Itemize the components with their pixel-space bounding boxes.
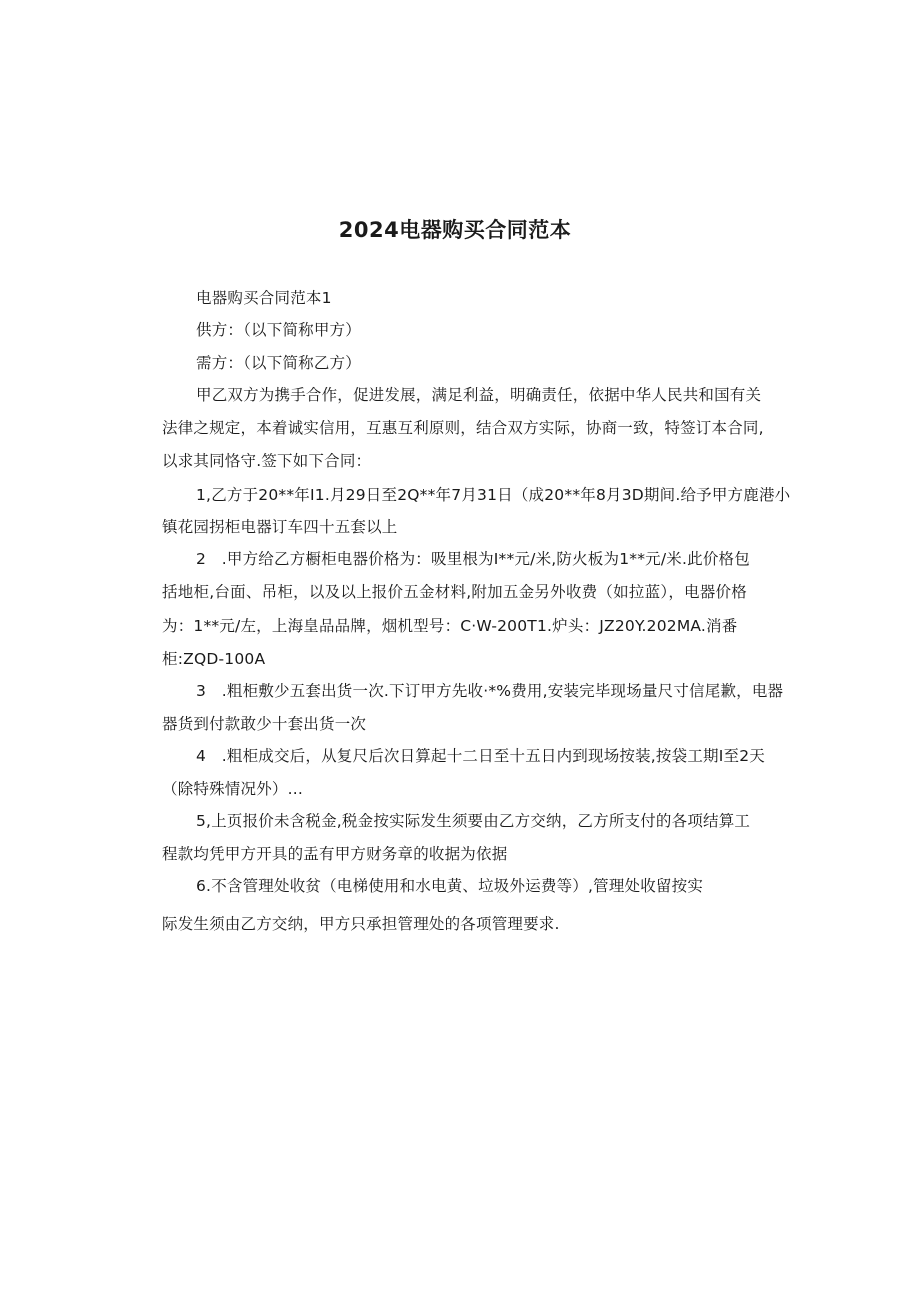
intro-line-2: 法律之规定，本着诚实信用，互惠互利原则，结合双方实际，协商一致，特签订本合同,	[162, 419, 764, 437]
clause-5-line-1: 5,上页报价未含税金,税金按实际发生须要由乙方交纳，乙方所支付的各项结算工	[196, 812, 751, 830]
clause-3-line-2: 器货到付款敢少十套出货一次	[162, 715, 367, 733]
clause-4-line-2: （除特殊情况外）...	[162, 780, 303, 798]
intro-line-3: 以求其同恪守.签下如下合同：	[162, 452, 372, 470]
clause-4-line-1: 4 .粗柜成交后，从复尺后次日算起十二日至十五日内到现场按装,按袋工期I至2天	[196, 747, 765, 765]
clause-1-line-2: 镇花园拐柜电器订车四十五套以上	[162, 518, 398, 536]
contract-subtitle: 电器购买合同范本1	[196, 289, 332, 307]
buyer-line: 需方：（以下简称乙方）	[196, 354, 361, 372]
clause-1-line-1: 1,乙方于20**年I1.月29日至2Q**年7月31日（成20**年8月3D期间.给予甲方鹿港小	[196, 486, 791, 504]
clause-5-line-2: 程款均凭甲方开具的盂有甲方财务章的收据为依据	[162, 845, 508, 863]
clause-2-line-1: 2 .甲方给乙方橱柜电器价格为：吸里根为I**元/米,防火板为1**元/米.此价格包	[196, 550, 750, 568]
clause-6-line-2: 际发生须由乙方交纳，甲方只承担管理处的各项管理要求.	[162, 915, 560, 933]
clause-2-line-3: 为：1**元/左，上海皇品品牌，烟机型号：C·W-200T1.炉头：JZ20Y.202MA.消番	[162, 617, 738, 635]
clause-6-line-1: 6.不含管理处收贫（电梯使用和水电黄、垃圾外运费等）,管理处收留按实	[196, 877, 704, 895]
clause-3-line-1: 3 .粗柜敷少五套出货一次.下订甲方先收·*%费用,安装完毕现场量尺寸信尾歉，电器	[196, 682, 784, 700]
supplier-line: 供方：（以下简称甲方）	[196, 321, 361, 339]
document-title: 2024电器购买合同范本	[338, 218, 572, 242]
clause-2-line-4: 柜:ZQD-100A	[162, 650, 266, 668]
clause-2-line-2: 括地柜,台面、吊柜，以及以上报价五金材料,附加五金另外收费（如拉蓝），电器价格	[162, 583, 747, 601]
intro-line-1: 甲乙双方为携手合作，促进发展，满足利益，明确责任，依据中华人民共和国有关	[196, 386, 762, 404]
